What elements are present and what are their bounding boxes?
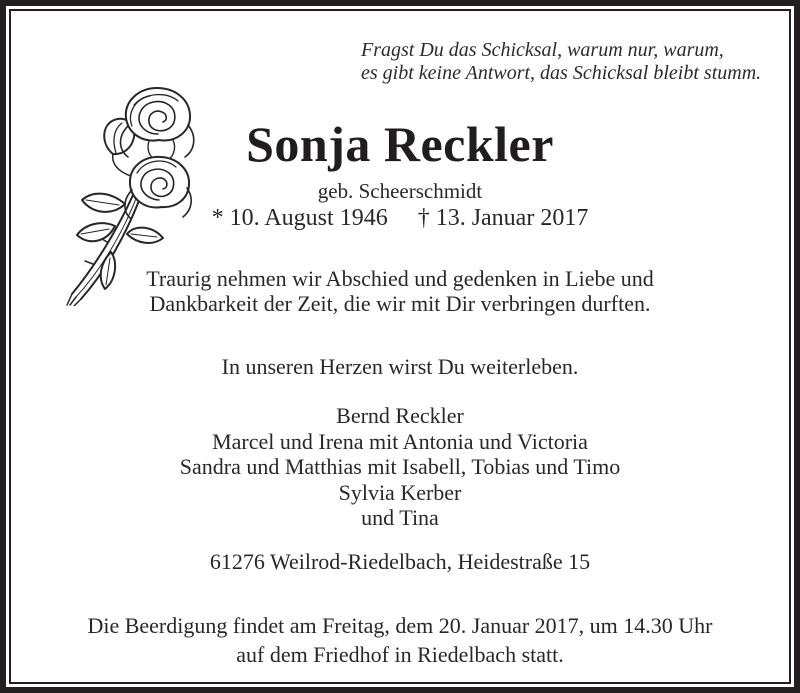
funeral-details: [0, 611, 800, 669]
life-dates: [0, 204, 800, 232]
maiden-name: geb. Scheerschmidt: [317, 179, 483, 203]
farewell-line-1: Traurig nehmen wir Abschied und gedenken in Liebe und: [146, 266, 654, 291]
mourner-line: Marcel und Irena mit Antonia und Victoria: [212, 428, 588, 454]
mourner-line: und Tina: [361, 505, 439, 530]
mourner-line: Bernd Reckler: [336, 403, 464, 428]
mourner-line: Sylvia Kerber: [338, 479, 462, 505]
epigraph-line-1: Fragst Du das Schicksal, warum nur, warum,: [361, 39, 724, 61]
farewell-paragraph: [0, 266, 800, 316]
birth-date: * 10. August 1946: [211, 205, 388, 231]
address-line: 61276 Weilrod-Riedelbach, Heidestraße 15: [209, 549, 591, 574]
epigraph-line-2: es gibt keine Antwort, das Schicksal bleibt stumm.: [361, 62, 762, 84]
remembrance-line: In unseren Herzen wirst Du weiterleben.: [221, 354, 579, 379]
mourners-list: [0, 403, 800, 531]
farewell-line-2: Dankbarkeit der Zeit, die wir mit Dir verbringen durften.: [149, 291, 651, 316]
mourner-line: Sandra und Matthias mit Isabell, Tobias und Timo: [179, 454, 621, 479]
death-date: † 13. Januar 2017: [417, 205, 589, 231]
deceased-name: Sonja Reckler: [246, 116, 554, 172]
funeral-line-1: Die Beerdigung findet am Freitag, dem 20. Januar 2017, um 14.30 Uhr: [87, 613, 713, 638]
epigraph: [361, 39, 761, 85]
funeral-line-2: auf dem Friedhof in Riedelbach statt.: [236, 642, 564, 667]
